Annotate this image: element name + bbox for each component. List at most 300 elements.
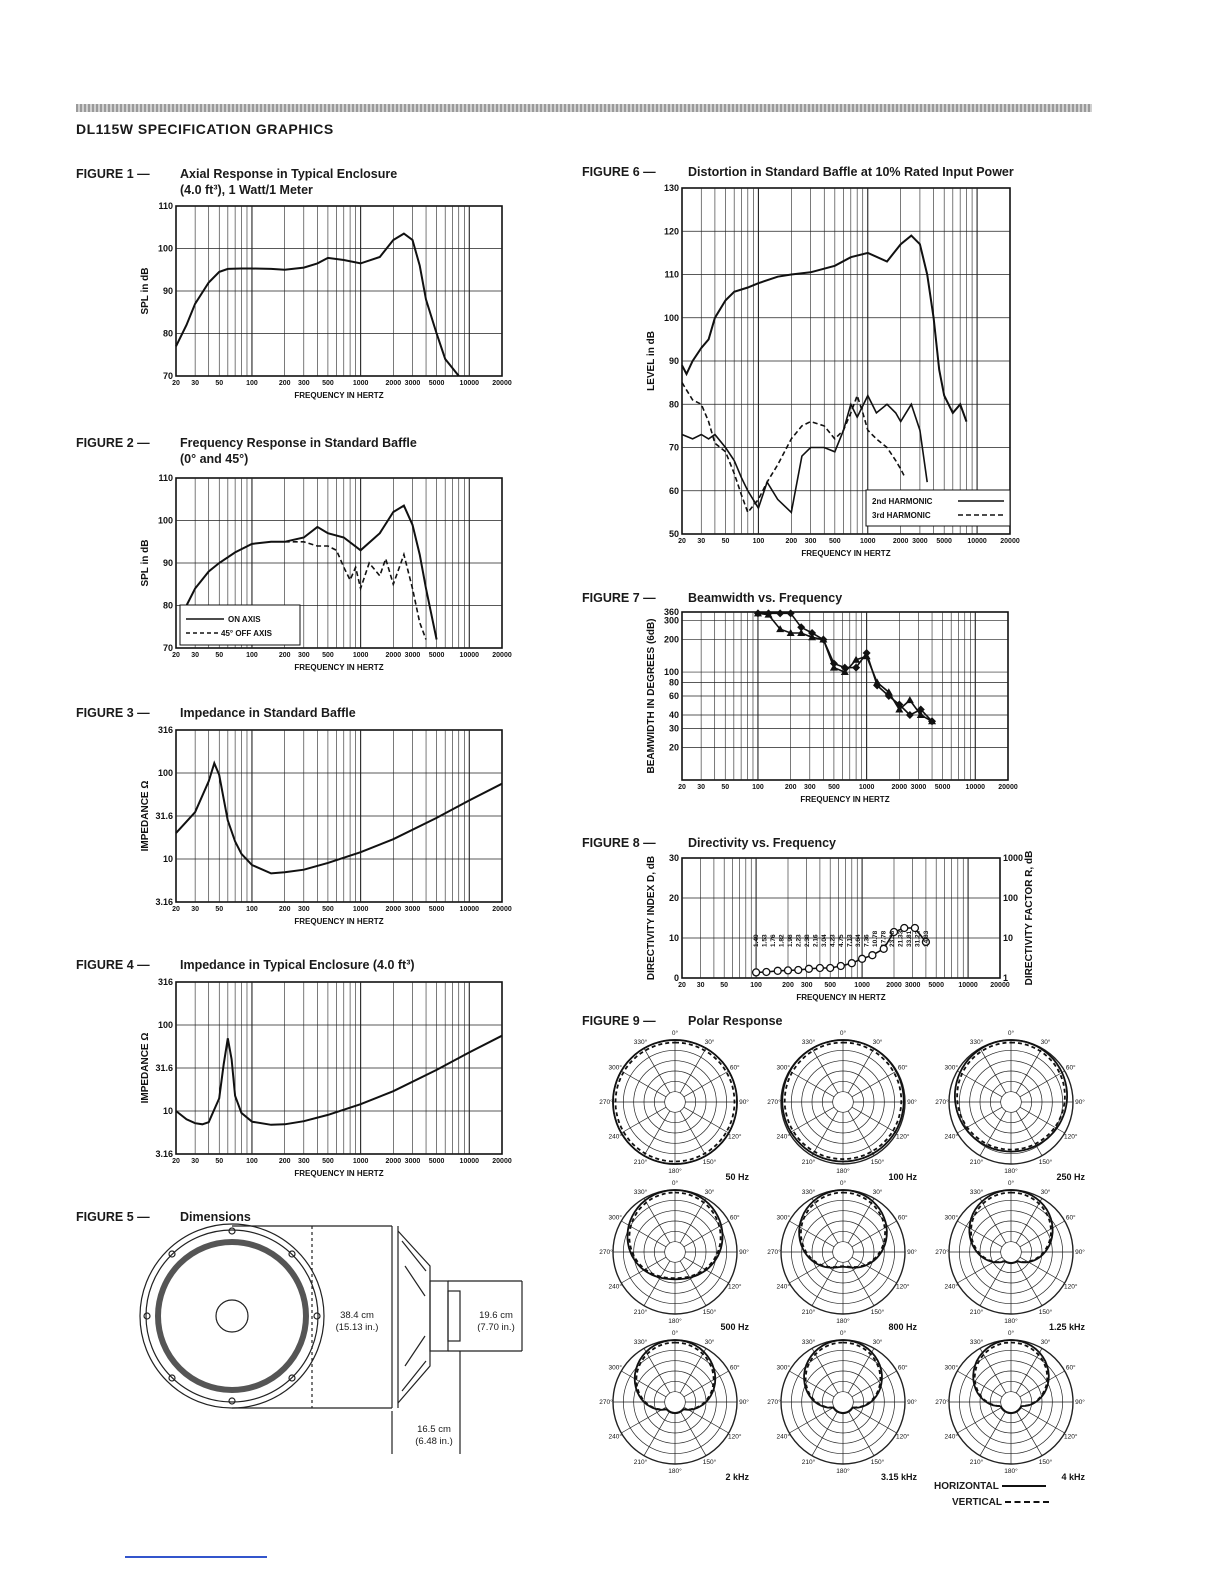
- polar-angle-label: 300°: [944, 1064, 958, 1072]
- x-tick-label: 5000: [428, 906, 445, 913]
- q-value-label: 17.78: [880, 930, 888, 947]
- y-tick-label: 300: [663, 615, 679, 626]
- legend-horizontal-label: HORIZONTAL: [934, 1481, 999, 1492]
- x-tick-label: 100: [752, 784, 764, 791]
- y-tick-label: 100: [157, 1019, 173, 1030]
- x-tick-label: 3000: [404, 1158, 421, 1165]
- x-tick-label: 20000: [998, 784, 1018, 791]
- data-point: [805, 965, 812, 972]
- figure-6-label: FIGURE 6 —: [582, 165, 656, 179]
- data-point: [795, 967, 802, 974]
- y-tick-label: 31.6: [155, 811, 173, 821]
- legend-vertical-swatch: [1005, 1501, 1049, 1503]
- polar-angle-label: 210°: [969, 1458, 984, 1466]
- q-value-label: 2.16: [812, 934, 820, 947]
- data-point: [827, 965, 834, 972]
- y-tick-label: 100: [663, 312, 679, 323]
- figure-7-caption: Beamwidth vs. Frequency: [688, 591, 843, 605]
- figure-3-label: FIGURE 3 —: [76, 706, 150, 720]
- x-tick-label: 100: [752, 538, 765, 545]
- polar-angle-label: 270°: [935, 1399, 949, 1406]
- data-point: [763, 969, 770, 976]
- x-tick-label: 3000: [910, 784, 927, 791]
- x-tick-label: 2000: [892, 538, 909, 545]
- x-tick-label: 30: [697, 784, 706, 791]
- polar-frequency-label: 500 Hz: [720, 1322, 749, 1332]
- polar-angle-label: 150°: [870, 1158, 885, 1166]
- data-point: [785, 967, 792, 974]
- x-tick-label: 200: [278, 906, 291, 913]
- polar-ring: [665, 1392, 686, 1413]
- polar-angle-label: 150°: [1038, 1158, 1053, 1166]
- dimension-diameter-cm: 38.4 cm: [340, 1310, 374, 1321]
- x-tick-label: 2000: [385, 906, 402, 913]
- figure-7-label: FIGURE 7 —: [582, 591, 656, 605]
- polar-angle-label: 240°: [776, 1433, 790, 1441]
- y-tick-label: 110: [664, 269, 679, 280]
- polar-frequency-label: 2 kHz: [725, 1472, 749, 1482]
- frame-inner: [146, 1230, 318, 1402]
- data-point: [869, 952, 876, 959]
- y-tick-label: 3.16: [155, 897, 173, 907]
- series-line-1: [176, 763, 502, 873]
- x-tick-label: 5000: [928, 982, 944, 989]
- polar-ring: [1001, 1392, 1022, 1413]
- polar-angle-label: 0°: [1007, 1330, 1015, 1337]
- x-axis-label: FREQUENCY IN HERTZ: [294, 917, 384, 926]
- y-tick-label: 70: [162, 371, 173, 381]
- y-tick-label: 40: [668, 710, 679, 721]
- polar-angle-label: 150°: [702, 1158, 717, 1166]
- polar-angle-label: 90°: [739, 1399, 749, 1406]
- x-tick-label: 30: [191, 1158, 200, 1165]
- data-point: [776, 609, 784, 617]
- polar-angle-label: 210°: [801, 1458, 816, 1466]
- polar-angle-label: 30°: [1040, 1039, 1051, 1047]
- x-tick-label: 3000: [404, 906, 421, 913]
- magnet: [430, 1281, 448, 1351]
- y-axis-label: SPL in dB: [140, 267, 151, 315]
- figure-2-label: FIGURE 2 —: [76, 436, 150, 450]
- x-tick-label: 2000: [385, 1158, 402, 1165]
- x-tick-label: 200: [278, 1158, 291, 1165]
- y-tick-label: 316: [157, 725, 173, 735]
- polar-angle-label: 150°: [702, 1308, 717, 1316]
- polar-angle-label: 300°: [776, 1064, 790, 1072]
- polar-ring: [665, 1242, 686, 1263]
- legend-label-on-axis: ON AXIS: [228, 615, 261, 624]
- y2-tick-label: 1000: [1003, 853, 1024, 863]
- y-tick-label: 110: [158, 201, 173, 211]
- q-value-label: 31.22: [914, 930, 922, 947]
- legend-label-off-axis: 45° OFF AXIS: [221, 629, 272, 638]
- x-axis-label: FREQUENCY IN HERTZ: [294, 1169, 384, 1178]
- polar-frequency-label: 1.25 kHz: [1048, 1322, 1085, 1332]
- y-axis-label: SPL in dB: [140, 539, 151, 587]
- legend-box: [180, 605, 300, 645]
- series-line-1: [176, 1036, 502, 1125]
- x-tick-label: 20000: [1000, 538, 1020, 545]
- page-title: DL115W SPECIFICATION GRAPHICS: [76, 121, 334, 137]
- polar-angle-label: 210°: [633, 1158, 648, 1166]
- data-point: [873, 679, 881, 686]
- y2-axis-label: DIRECTIVITY FACTOR R, dB: [1024, 850, 1035, 986]
- polar-angle-label: 270°: [599, 1399, 613, 1406]
- x-tick-label: 10000: [459, 906, 480, 913]
- x-tick-label: 30: [191, 652, 200, 659]
- x-tick-label: 5000: [936, 538, 952, 545]
- dimension-mount: [404, 1424, 464, 1448]
- q-value-label: 2.38: [804, 934, 812, 947]
- figure-1-caption-line1: Axial Response in Typical Enclosure: [180, 167, 398, 181]
- polar-angle-label: 0°: [839, 1330, 847, 1337]
- polar-angle-label: 180°: [668, 1168, 682, 1175]
- figure-1-caption-line2: (4.0 ft³), 1 Watt/1 Meter: [180, 183, 313, 197]
- polar-angle-label: 270°: [767, 1249, 781, 1256]
- x-tick-label: 50: [215, 906, 224, 913]
- dimension-mount-in: (6.48 in.): [415, 1436, 453, 1447]
- data-point: [816, 965, 823, 972]
- polar-angle-label: 60°: [897, 1064, 908, 1072]
- mount-hole: [229, 1398, 235, 1404]
- x-tick-label: 100: [246, 652, 258, 659]
- figure-9-polar-grid: [590, 1032, 1090, 1482]
- figure-2-caption-line1: Frequency Response in Standard Baffle: [180, 436, 417, 450]
- polar-ring: [833, 1392, 854, 1413]
- dimension-mount-cm: 16.5 cm: [417, 1424, 451, 1435]
- x-tick-label: 5000: [934, 784, 951, 791]
- polar-frequency-label: 250 Hz: [1056, 1172, 1085, 1182]
- y-tick-label: 20: [668, 742, 679, 753]
- polar-angle-label: 30°: [704, 1339, 715, 1347]
- polar-angle-label: 240°: [608, 1283, 622, 1291]
- x-tick-label: 200: [782, 982, 794, 989]
- y-tick-label: 100: [157, 243, 173, 254]
- x-axis-label: FREQUENCY IN HERTZ: [294, 391, 384, 400]
- q-value-label: 4.23: [829, 934, 837, 947]
- y-tick-label: 90: [162, 558, 173, 568]
- x-tick-label: 100: [246, 1158, 258, 1165]
- x-tick-label: 10000: [958, 982, 978, 989]
- data-point: [837, 963, 844, 970]
- y-tick-label: 10: [162, 853, 173, 864]
- x-tick-label: 20: [678, 982, 686, 989]
- y-tick-label: 80: [162, 328, 173, 339]
- polar-angle-label: 180°: [1004, 1468, 1018, 1475]
- x-tick-label: 20: [678, 538, 686, 545]
- y-axis-label: IMPEDANCE Ω: [140, 780, 151, 852]
- x-tick-label: 3000: [404, 652, 421, 659]
- x-tick-label: 100: [750, 982, 762, 989]
- x-tick-label: 20000: [492, 652, 512, 659]
- figure-2-caption: [180, 435, 417, 467]
- polar-angle-label: 330°: [969, 1039, 984, 1047]
- y-tick-label: 130: [663, 183, 679, 193]
- x-tick-label: 30: [697, 538, 706, 545]
- y-tick-label: 50: [668, 529, 679, 539]
- y-tick-label: 80: [668, 399, 679, 410]
- polar-angle-label: 270°: [767, 1099, 781, 1106]
- q-value-label: 23.38: [888, 930, 896, 947]
- polar-angle-label: 210°: [633, 1458, 648, 1466]
- polar-angle-label: 150°: [1038, 1308, 1053, 1316]
- legend-label-2nd: 2nd HARMONIC: [872, 497, 933, 506]
- polar-angle-label: 150°: [870, 1458, 885, 1466]
- figure-6-caption: Distortion in Standard Baffle at 10% Rated Input Power: [688, 165, 1014, 179]
- polar-angle-label: 300°: [944, 1364, 958, 1372]
- data-point: [906, 696, 914, 703]
- x-tick-label: 30: [191, 906, 200, 913]
- x-tick-label: 20: [172, 1158, 180, 1165]
- polar-angle-label: 120°: [896, 1133, 910, 1141]
- y-tick-label: 360: [663, 607, 679, 617]
- x-tick-label: 1000: [352, 1158, 369, 1165]
- figure-1-label: FIGURE 1 —: [76, 167, 150, 181]
- polar-angle-label: 180°: [836, 1168, 850, 1175]
- polar-angle-label: 30°: [872, 1189, 883, 1197]
- x-tick-label: 5000: [428, 380, 445, 387]
- figure-8-label: FIGURE 8 —: [582, 836, 656, 850]
- polar-ring: [1001, 1242, 1022, 1263]
- x-tick-label: 3000: [404, 380, 421, 387]
- q-value-label: 1.98: [787, 934, 795, 947]
- polar-angle-label: 330°: [633, 1039, 648, 1047]
- q-value-label: 14.83: [922, 930, 930, 947]
- x-tick-label: 1000: [352, 652, 369, 659]
- y2-tick-label: 10: [1003, 933, 1014, 943]
- x-tick-label: 500: [824, 982, 837, 989]
- polar-angle-label: 30°: [1040, 1189, 1051, 1197]
- footer-link-line: [125, 1556, 267, 1558]
- polar-angle-label: 30°: [704, 1189, 715, 1197]
- header-band: [76, 104, 1092, 112]
- y-tick-label: 30: [668, 723, 679, 734]
- polar-angle-label: 60°: [1065, 1364, 1076, 1372]
- polar-angle-label: 90°: [739, 1249, 749, 1256]
- y2-tick-label: 1: [1003, 973, 1009, 983]
- polar-angle-label: 210°: [969, 1308, 984, 1316]
- y-tick-label: 31.6: [155, 1063, 173, 1073]
- x-tick-label: 500: [322, 652, 334, 659]
- y-tick-label: 20: [668, 893, 679, 903]
- x-axis-label: FREQUENCY IN HERTZ: [800, 795, 890, 804]
- x-tick-label: 300: [800, 982, 813, 989]
- figure-2-chart: [120, 468, 520, 678]
- polar-angle-label: 270°: [935, 1249, 949, 1256]
- polar-angle-label: 180°: [668, 1468, 682, 1475]
- polar-ring: [665, 1092, 686, 1113]
- x-axis-label: FREQUENCY IN HERTZ: [796, 993, 886, 1002]
- polar-angle-label: 330°: [633, 1339, 648, 1347]
- q-value-label: 1.76: [770, 934, 778, 947]
- polar-angle-label: 0°: [839, 1180, 847, 1187]
- x-tick-label: 2000: [385, 652, 402, 659]
- y-tick-label: 10: [668, 933, 679, 943]
- polar-angle-label: 210°: [969, 1158, 984, 1166]
- figure-8-caption: Directivity vs. Frequency: [688, 836, 836, 850]
- polar-angle-label: 180°: [668, 1318, 682, 1325]
- y-tick-label: 110: [158, 473, 173, 483]
- x-tick-label: 2000: [891, 784, 908, 791]
- figure-1-chart: [120, 198, 520, 408]
- dimension-depth: [466, 1310, 526, 1334]
- x-tick-label: 3000: [904, 982, 921, 989]
- q-value-label: 33.81: [905, 930, 913, 947]
- y-tick-label: 3.16: [155, 1149, 173, 1159]
- polar-angle-label: 240°: [776, 1133, 790, 1141]
- x-tick-label: 1000: [352, 380, 369, 387]
- x-tick-label: 300: [803, 784, 816, 791]
- mount-hole: [144, 1313, 150, 1319]
- x-tick-label: 50: [215, 1158, 224, 1165]
- polar-angle-label: 300°: [608, 1364, 622, 1372]
- x-tick-label: 10000: [965, 784, 986, 791]
- legend-horizontal: [934, 1481, 1046, 1492]
- polar-frequency-label: 3.15 kHz: [880, 1472, 917, 1482]
- x-tick-label: 20000: [492, 906, 512, 913]
- frame-outer: [140, 1224, 324, 1408]
- x-tick-label: 1000: [854, 982, 870, 989]
- data-point: [911, 925, 918, 932]
- y-axis-label: IMPEDANCE Ω: [140, 1032, 151, 1104]
- figure-4-chart: [120, 974, 520, 1184]
- y2-tick-label: 100: [1003, 893, 1019, 903]
- x-tick-label: 2000: [886, 982, 902, 989]
- polar-angle-label: 90°: [907, 1399, 917, 1406]
- q-value-label: 10.78: [871, 930, 879, 947]
- polar-angle-label: 90°: [739, 1099, 749, 1106]
- polar-angle-label: 180°: [1004, 1168, 1018, 1175]
- polar-frequency-label: 100 Hz: [888, 1172, 917, 1182]
- figure-2-caption-line2: (0° and 45°): [180, 452, 249, 466]
- y-tick-label: 80: [162, 600, 173, 611]
- data-point: [848, 960, 855, 967]
- polar-angle-label: 90°: [1075, 1099, 1085, 1106]
- q-value-label: 1.40: [753, 934, 761, 947]
- x-tick-label: 100: [246, 906, 258, 913]
- y-tick-label: 120: [663, 226, 679, 237]
- polar-angle-label: 180°: [1004, 1318, 1018, 1325]
- x-tick-label: 500: [828, 784, 840, 791]
- polar-angle-label: 210°: [801, 1308, 816, 1316]
- figure-9-label: FIGURE 9 —: [582, 1014, 656, 1028]
- dimension-diameter: [322, 1310, 392, 1334]
- q-value-label: 7.36: [863, 934, 871, 947]
- y-tick-label: 90: [668, 356, 679, 366]
- x-tick-label: 300: [297, 652, 310, 659]
- legend-box: [866, 490, 1010, 526]
- x-tick-label: 20: [172, 906, 180, 913]
- y-tick-label: 90: [162, 286, 173, 296]
- polar-angle-label: 120°: [1064, 1433, 1078, 1441]
- x-tick-label: 500: [322, 906, 334, 913]
- polar-angle-label: 90°: [907, 1249, 917, 1256]
- y-tick-label: 100: [157, 515, 173, 526]
- dimension-depth-cm: 19.6 cm: [479, 1310, 513, 1321]
- polar-ring: [833, 1092, 854, 1113]
- y-tick-label: 10: [162, 1105, 173, 1116]
- polar-angle-label: 90°: [907, 1099, 917, 1106]
- y-tick-label: 200: [663, 634, 679, 645]
- x-tick-label: 200: [785, 538, 798, 545]
- polar-angle-label: 210°: [633, 1308, 648, 1316]
- polar-angle-label: 90°: [1075, 1399, 1085, 1406]
- q-value-label: 3.04: [821, 934, 829, 947]
- x-tick-label: 50: [720, 982, 729, 989]
- polar-angle-label: 240°: [944, 1433, 958, 1441]
- polar-angle-label: 0°: [671, 1330, 679, 1337]
- x-tick-label: 50: [215, 652, 224, 659]
- dust-cap: [216, 1300, 248, 1332]
- polar-angle-label: 240°: [944, 1133, 958, 1141]
- x-tick-label: 100: [246, 380, 258, 387]
- polar-angle-label: 0°: [671, 1030, 679, 1037]
- x-axis-label: FREQUENCY IN HERTZ: [294, 663, 384, 672]
- mount-hole: [314, 1313, 320, 1319]
- x-tick-label: 300: [297, 1158, 310, 1165]
- y-axis-label: BEAMWIDTH IN DEGREES (6dB): [646, 618, 657, 774]
- polar-angle-label: 240°: [608, 1133, 622, 1141]
- basket-spokes: [402, 1241, 426, 1391]
- x-axis-label: FREQUENCY IN HERTZ: [801, 549, 891, 558]
- y-axis-label: LEVEL in dB: [646, 331, 657, 391]
- polar-angle-label: 0°: [839, 1030, 847, 1037]
- dimension-diameter-in: (15.13 in.): [335, 1322, 379, 1333]
- polar-angle-label: 150°: [1038, 1458, 1053, 1466]
- x-tick-label: 300: [297, 380, 310, 387]
- polar-angle-label: 60°: [729, 1064, 740, 1072]
- figure-5-drawing: [130, 1226, 530, 1466]
- y-tick-label: 30: [668, 853, 679, 863]
- x-tick-label: 20: [678, 784, 686, 791]
- polar-angle-label: 150°: [702, 1458, 717, 1466]
- q-value-label: 3.64: [854, 934, 862, 947]
- x-tick-label: 20000: [492, 380, 512, 387]
- polar-ring: [1001, 1092, 1022, 1113]
- polar-angle-label: 60°: [1065, 1214, 1076, 1222]
- legend-vertical-label: VERTICAL: [952, 1497, 1002, 1508]
- polar-angle-label: 0°: [1007, 1030, 1015, 1037]
- polar-angle-label: 30°: [704, 1039, 715, 1047]
- figure-1-caption: [180, 166, 397, 198]
- figure-9-caption: Polar Response: [688, 1014, 783, 1028]
- q-value-label: 21.33: [897, 930, 905, 947]
- polar-angle-label: 120°: [896, 1433, 910, 1441]
- polar-angle-label: 330°: [633, 1189, 648, 1197]
- q-value-label: 4.75: [838, 934, 845, 947]
- x-tick-label: 10000: [459, 652, 480, 659]
- polar-frequency-label: 800 Hz: [888, 1322, 917, 1332]
- x-tick-label: 50: [215, 380, 224, 387]
- polar-angle-label: 0°: [1007, 1180, 1015, 1187]
- dimension-depth-in: (7.70 in.): [477, 1322, 515, 1333]
- polar-angle-label: 330°: [969, 1339, 984, 1347]
- polar-angle-label: 300°: [608, 1214, 622, 1222]
- legend-label-3rd: 3rd HARMONIC: [872, 511, 931, 520]
- data-point: [901, 925, 908, 932]
- polar-angle-label: 330°: [969, 1189, 984, 1197]
- polar-angle-label: 30°: [1040, 1339, 1051, 1347]
- x-tick-label: 50: [721, 784, 730, 791]
- polar-angle-label: 300°: [776, 1214, 790, 1222]
- polar-angle-label: 30°: [872, 1039, 883, 1047]
- polar-angle-label: 210°: [801, 1158, 816, 1166]
- polar-ring: [833, 1242, 854, 1263]
- magnet-back: [448, 1291, 460, 1341]
- polar-angle-label: 330°: [801, 1339, 816, 1347]
- x-tick-label: 3000: [912, 538, 928, 545]
- x-tick-label: 500: [828, 538, 841, 545]
